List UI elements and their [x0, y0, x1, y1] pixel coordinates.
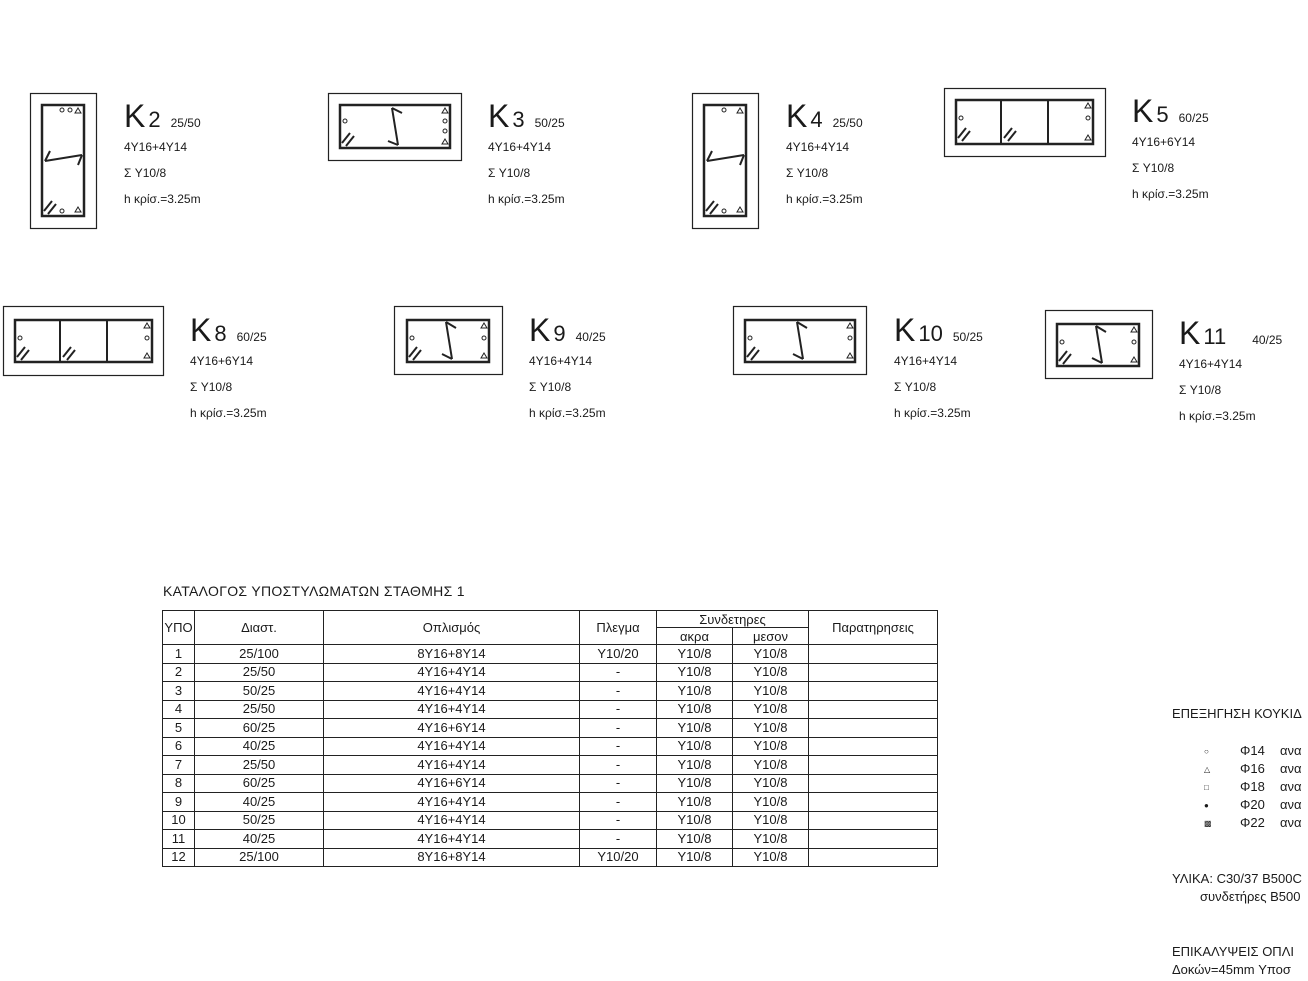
schedule-title: ΚΑΤΑΛΟΓΟΣ ΥΠΟΣΤΥΛΩΜΑΤΩΝ ΣΤΑΘΜΗΣ 1 [163, 583, 465, 599]
cell-akra: Y10/8 [657, 663, 733, 682]
column-stirrups: Σ Y10/8 [190, 380, 233, 394]
cell-ypo: 4 [163, 700, 195, 719]
cell-oplismos: 4Y16+4Y14 [324, 737, 580, 756]
cell-meson: Y10/8 [733, 756, 809, 775]
legend-text: ανα [1280, 815, 1302, 830]
column-reinforcement: 4Y16+4Y14 [529, 354, 593, 368]
cell-diast: 40/25 [195, 830, 324, 849]
table-row [163, 663, 938, 682]
cell-akra: Y10/8 [657, 756, 733, 775]
cell-plegma: - [580, 756, 657, 775]
hatched-square-icon: ▩ [1204, 819, 1212, 829]
column-dims: 25/50 [170, 116, 201, 130]
column-dims: 40/25 [1252, 333, 1283, 347]
header-ypo: ΥΠΟ [163, 611, 195, 645]
section-drawing-k3 [328, 93, 463, 162]
cell-paratiriseis [809, 830, 938, 849]
cell-diast: 60/25 [195, 774, 324, 793]
cell-plegma: - [580, 811, 657, 830]
column-label [894, 312, 983, 349]
cell-paratiriseis [809, 737, 938, 756]
cell-paratiriseis [809, 848, 938, 867]
column-schedule-table [162, 610, 938, 867]
cell-plegma: - [580, 719, 657, 738]
table-row [163, 700, 938, 719]
table-row [163, 645, 938, 664]
section-drawing-k11 [1045, 310, 1154, 380]
column-height: h κρίσ.=3.25m [1132, 187, 1209, 201]
column-number: 4 [810, 107, 823, 132]
cell-meson: Y10/8 [733, 682, 809, 701]
cell-ypo: 5 [163, 719, 195, 738]
legend-item [1204, 815, 1302, 830]
cell-plegma: - [580, 793, 657, 812]
table-row [163, 811, 938, 830]
cell-meson: Y10/8 [733, 737, 809, 756]
cell-plegma: - [580, 700, 657, 719]
cell-ypo: 11 [163, 830, 195, 849]
column-number: 10 [918, 321, 943, 346]
legend-text: ανα [1280, 779, 1302, 794]
cell-meson: Y10/8 [733, 700, 809, 719]
legend-size: Φ18 [1240, 779, 1265, 794]
materials-line-2: συνδετήρες B500 [1200, 889, 1301, 904]
cell-oplismos: 4Y16+4Y14 [324, 793, 580, 812]
legend-text: ανα [1280, 761, 1302, 776]
header-paratiriseis: Παρατηρησεις [809, 611, 938, 645]
section-drawing-k9 [394, 306, 504, 376]
cell-paratiriseis [809, 682, 938, 701]
cell-diast: 40/25 [195, 793, 324, 812]
table-row [163, 774, 938, 793]
coverings-line-2: Δοκών=45mm Υποσ [1172, 962, 1291, 977]
column-number: 2 [148, 107, 161, 132]
legend-size: Φ16 [1240, 761, 1265, 776]
column-prefix: K [488, 98, 510, 134]
legend-text: ανα [1280, 797, 1302, 812]
column-label [529, 312, 606, 349]
column-dims: 60/25 [1178, 111, 1209, 125]
header-oplismos: Οπλισμός [324, 611, 580, 645]
section-drawing-k5 [944, 88, 1107, 158]
column-dims: 25/50 [832, 116, 863, 130]
cell-ypo: 6 [163, 737, 195, 756]
cell-plegma: Y10/20 [580, 645, 657, 664]
cell-oplismos: 4Y16+4Y14 [324, 700, 580, 719]
column-stirrups: Σ Y10/8 [1179, 383, 1222, 397]
column-stirrups: Σ Y10/8 [124, 166, 167, 180]
table-row [163, 737, 938, 756]
filled-circle-icon: ● [1204, 801, 1209, 811]
column-dims: 40/25 [575, 330, 606, 344]
header-plegma: Πλεγμα [580, 611, 657, 645]
column-dims: 60/25 [236, 330, 267, 344]
cell-oplismos: 4Y16+4Y14 [324, 756, 580, 775]
cell-akra: Y10/8 [657, 700, 733, 719]
cell-oplismos: 4Y16+4Y14 [324, 830, 580, 849]
legend-title: ΕΠΕΞΗΓΗΣΗ ΚΟΥΚΙΔ [1172, 706, 1302, 721]
legend-size: Φ20 [1240, 797, 1265, 812]
column-prefix: K [529, 312, 551, 348]
table-row [163, 719, 938, 738]
column-reinforcement: 4Y16+4Y14 [894, 354, 958, 368]
column-label [124, 98, 201, 135]
section-drawing-k4 [692, 93, 760, 230]
header-meson: μεσον [733, 628, 809, 645]
triangle-icon: △ [1204, 765, 1211, 775]
cell-oplismos: 4Y16+6Y14 [324, 719, 580, 738]
cell-diast: 25/50 [195, 700, 324, 719]
header-akra: ακρα [657, 628, 733, 645]
cell-akra: Y10/8 [657, 848, 733, 867]
column-prefix: K [124, 98, 146, 134]
cell-diast: 50/25 [195, 682, 324, 701]
cell-plegma: Y10/20 [580, 848, 657, 867]
cell-oplismos: 4Y16+4Y14 [324, 663, 580, 682]
column-dims: 50/25 [534, 116, 565, 130]
cell-paratiriseis [809, 645, 938, 664]
section-drawing-k10 [733, 306, 868, 376]
square-icon: □ [1204, 783, 1209, 793]
column-stirrups: Σ Y10/8 [488, 166, 531, 180]
cell-paratiriseis [809, 719, 938, 738]
cell-akra: Y10/8 [657, 737, 733, 756]
column-height: h κρίσ.=3.25m [529, 406, 606, 420]
table-row [163, 756, 938, 775]
cell-plegma: - [580, 774, 657, 793]
column-label [1179, 315, 1282, 352]
column-stirrups: Σ Y10/8 [1132, 161, 1175, 175]
cell-oplismos: 4Y16+6Y14 [324, 774, 580, 793]
cell-ypo: 7 [163, 756, 195, 775]
cell-plegma: - [580, 830, 657, 849]
cell-paratiriseis [809, 774, 938, 793]
cell-akra: Y10/8 [657, 682, 733, 701]
section-drawing-k2 [30, 93, 98, 230]
cell-paratiriseis [809, 793, 938, 812]
circle-icon: ○ [1204, 747, 1209, 757]
cell-plegma: - [580, 682, 657, 701]
cell-meson: Y10/8 [733, 645, 809, 664]
column-number: 5 [1156, 102, 1169, 127]
cell-paratiriseis [809, 663, 938, 682]
column-number: 3 [512, 107, 525, 132]
cell-ypo: 1 [163, 645, 195, 664]
table-row [163, 848, 938, 867]
column-stirrups: Σ Y10/8 [786, 166, 829, 180]
column-number: 8 [214, 321, 227, 346]
column-height: h κρίσ.=3.25m [124, 192, 201, 206]
cell-plegma: - [580, 663, 657, 682]
section-drawing-k8 [3, 306, 165, 377]
column-label [1132, 93, 1209, 130]
column-reinforcement: 4Y16+4Y14 [124, 140, 188, 154]
table-row [163, 830, 938, 849]
cell-akra: Y10/8 [657, 645, 733, 664]
cell-ypo: 3 [163, 682, 195, 701]
cell-paratiriseis [809, 811, 938, 830]
legend-item [1204, 761, 1302, 776]
column-stirrups: Σ Y10/8 [529, 380, 572, 394]
cell-paratiriseis [809, 700, 938, 719]
column-height: h κρίσ.=3.25m [894, 406, 971, 420]
cell-meson: Y10/8 [733, 793, 809, 812]
column-label [190, 312, 267, 349]
cell-ypo: 12 [163, 848, 195, 867]
column-prefix: K [786, 98, 808, 134]
legend-size: Φ22 [1240, 815, 1265, 830]
materials-line-1: ΥΛΙΚΑ: C30/37 B500C [1172, 871, 1302, 886]
column-reinforcement: 4Y16+4Y14 [1179, 357, 1243, 371]
legend-item [1204, 797, 1302, 812]
column-number: 9 [553, 321, 566, 346]
cell-meson: Y10/8 [733, 811, 809, 830]
column-height: h κρίσ.=3.25m [488, 192, 565, 206]
cell-plegma: - [580, 737, 657, 756]
cell-diast: 25/100 [195, 645, 324, 664]
cell-diast: 25/50 [195, 756, 324, 775]
cell-meson: Y10/8 [733, 663, 809, 682]
column-prefix: K [1132, 93, 1154, 129]
cell-diast: 25/50 [195, 663, 324, 682]
column-height: h κρίσ.=3.25m [1179, 409, 1256, 423]
column-reinforcement: 4Y16+6Y14 [1132, 135, 1196, 149]
cell-diast: 40/25 [195, 737, 324, 756]
cell-ypo: 2 [163, 663, 195, 682]
column-dims: 50/25 [952, 330, 983, 344]
column-reinforcement: 4Y16+4Y14 [786, 140, 850, 154]
column-reinforcement: 4Y16+6Y14 [190, 354, 254, 368]
column-height: h κρίσ.=3.25m [786, 192, 863, 206]
cell-diast: 25/100 [195, 848, 324, 867]
legend-text: ανα [1280, 743, 1302, 758]
cell-ypo: 9 [163, 793, 195, 812]
cell-meson: Y10/8 [733, 719, 809, 738]
column-prefix: K [1179, 315, 1201, 351]
coverings-line-1: ΕΠΙΚΑΛΥΨΕΙΣ ΟΠΛΙ [1172, 944, 1294, 959]
cell-meson: Y10/8 [733, 830, 809, 849]
cell-oplismos: 4Y16+4Y14 [324, 682, 580, 701]
cell-oplismos: 8Y16+8Y14 [324, 848, 580, 867]
column-prefix: K [894, 312, 916, 348]
schedule-body [163, 645, 938, 867]
cell-akra: Y10/8 [657, 774, 733, 793]
column-label [786, 98, 863, 135]
column-reinforcement: 4Y16+4Y14 [488, 140, 552, 154]
column-height: h κρίσ.=3.25m [190, 406, 267, 420]
cell-oplismos: 4Y16+4Y14 [324, 811, 580, 830]
cell-akra: Y10/8 [657, 719, 733, 738]
column-prefix: K [190, 312, 212, 348]
cell-akra: Y10/8 [657, 830, 733, 849]
cell-paratiriseis [809, 756, 938, 775]
cell-oplismos: 8Y16+8Y14 [324, 645, 580, 664]
header-diast: Διαστ. [195, 611, 324, 645]
table-row [163, 793, 938, 812]
column-stirrups: Σ Y10/8 [894, 380, 937, 394]
legend-item [1204, 779, 1302, 794]
cell-meson: Y10/8 [733, 848, 809, 867]
cell-diast: 60/25 [195, 719, 324, 738]
cell-meson: Y10/8 [733, 774, 809, 793]
cell-diast: 50/25 [195, 811, 324, 830]
header-syndetires: Συνδετηρες [657, 611, 809, 628]
column-label [488, 98, 565, 135]
legend-item [1204, 743, 1302, 758]
cell-akra: Y10/8 [657, 793, 733, 812]
legend-size: Φ14 [1240, 743, 1265, 758]
table-row [163, 682, 938, 701]
cell-ypo: 8 [163, 774, 195, 793]
cell-ypo: 10 [163, 811, 195, 830]
column-number: 11 [1203, 324, 1227, 349]
cell-akra: Y10/8 [657, 811, 733, 830]
